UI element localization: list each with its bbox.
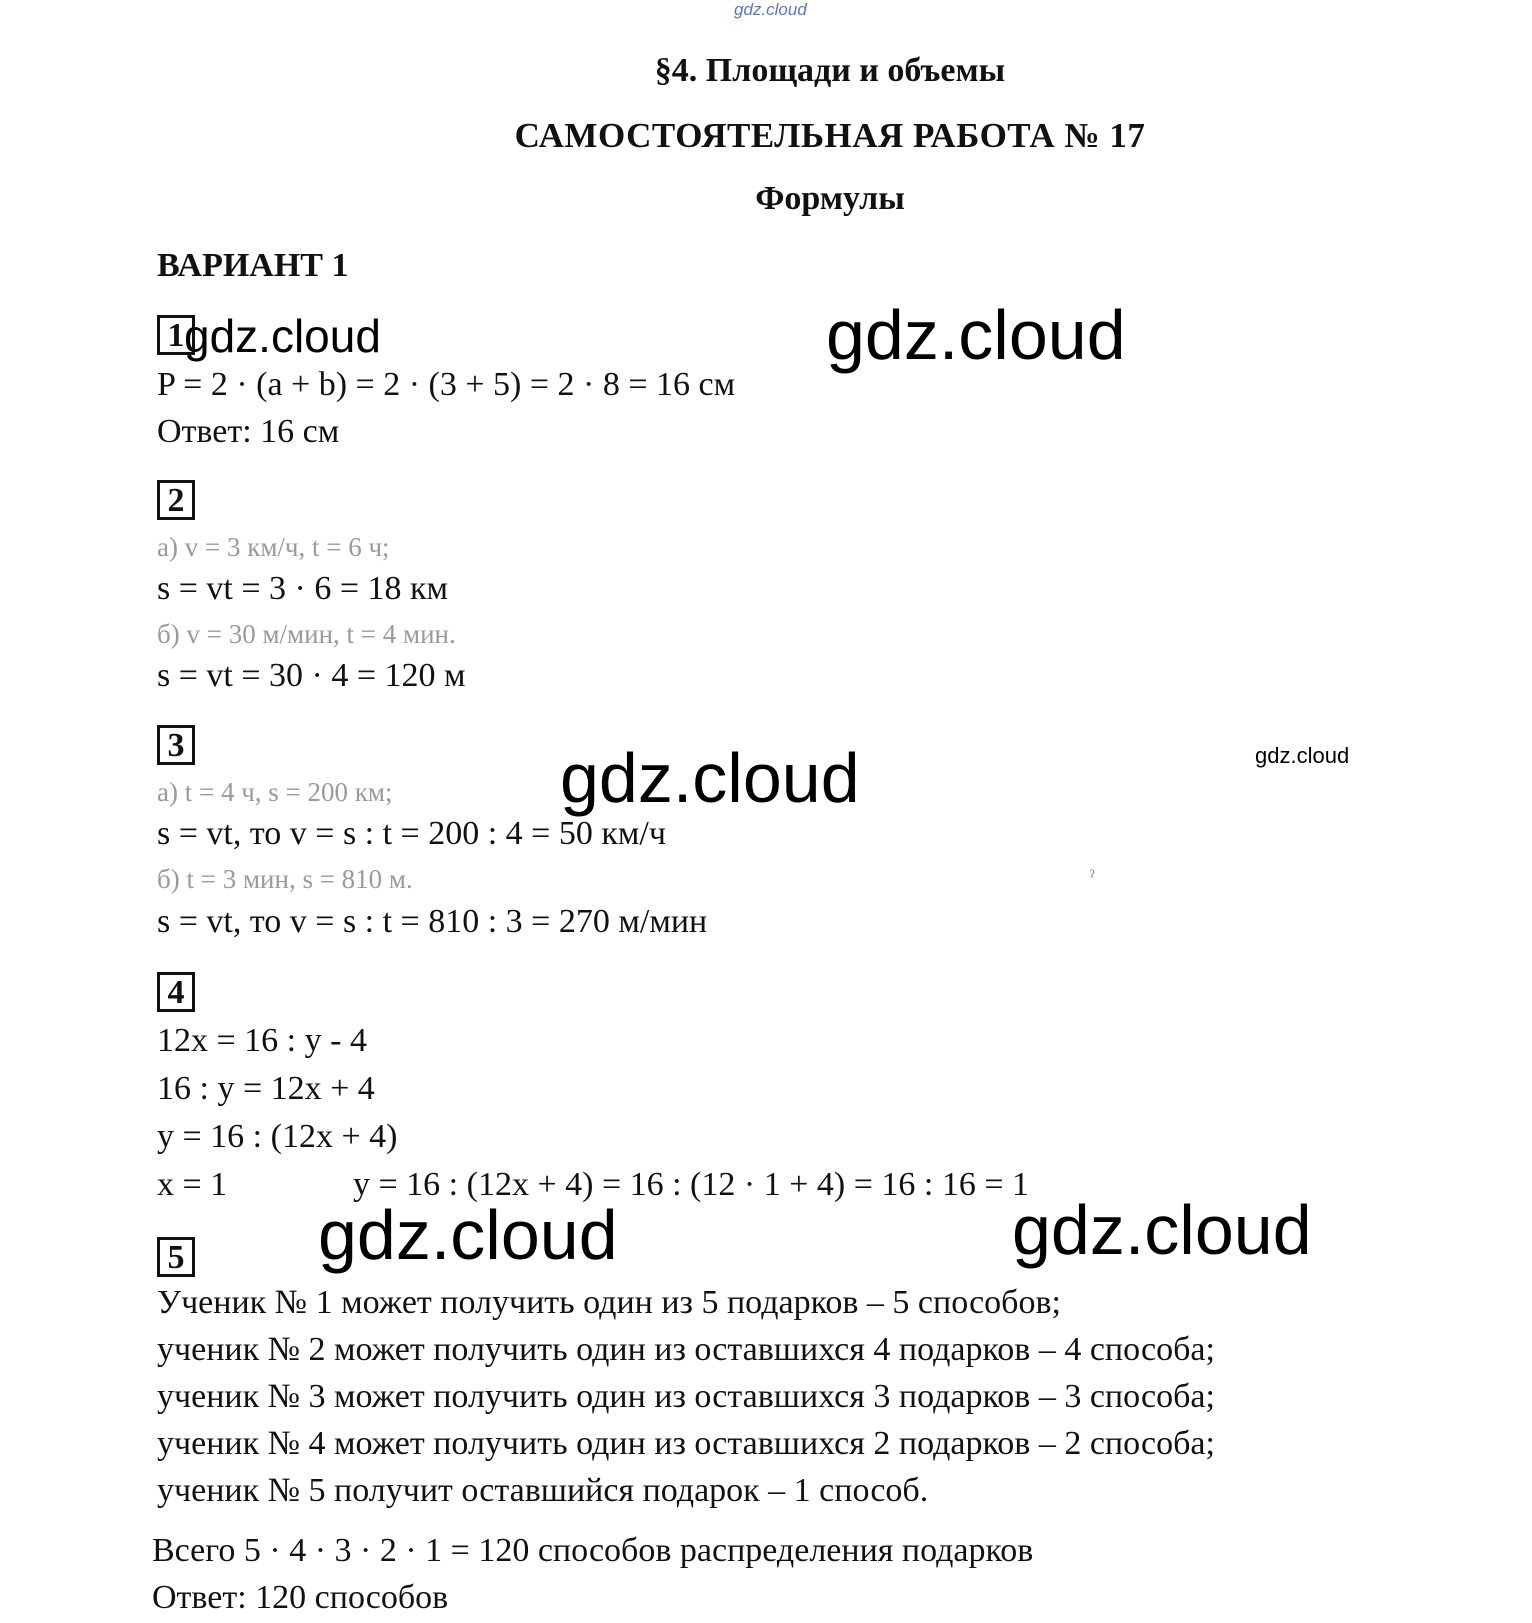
task-number-5: 5 (157, 1237, 195, 1277)
top-watermark: gdz.cloud (734, 0, 807, 19)
task2-solution-b: s = vt = 30 · 4 = 120 м (157, 657, 466, 694)
watermark: gdz.cloud (1255, 743, 1350, 768)
task4-line4-left: x = 1 (157, 1166, 228, 1203)
task4-line2: 16 : y = 12x + 4 (157, 1070, 375, 1107)
task5-line: ученик № 2 может получить один из оставшихся 4 подарков – 4 способа; (157, 1331, 1215, 1368)
watermark: gdz.cloud (560, 739, 860, 817)
task3-solution-b: s = vt, то v = s : t = 810 : 3 = 270 м/мин (157, 903, 708, 940)
topic-title: Формулы (755, 180, 905, 217)
task3-given-b: б) t = 3 мин, s = 810 м. (157, 864, 413, 894)
task4-line1: 12x = 16 : y - 4 (157, 1022, 367, 1059)
task4-line4-right: y = 16 : (12x + 4) = 16 : (12 · 1 + 4) = 16 : 16 = 1 (353, 1166, 1029, 1203)
task2-solution-a: s = vt = 3 · 6 = 18 км (157, 570, 449, 607)
task5-line: ученик № 5 получит оставшийся подарок – 1 способ. (157, 1472, 929, 1509)
variant-heading: ВАРИАНТ 1 (157, 247, 349, 284)
task4-line3: y = 16 : (12x + 4) (157, 1118, 398, 1155)
task1-solution: P = 2 · (a + b) = 2 · (3 + 5) = 2 · 8 = 16 см (157, 366, 736, 403)
task3-solution-a: s = vt, то v = s : t = 200 : 4 = 50 км/ч (157, 815, 666, 852)
task5-total: Всего 5 · 4 · 3 · 2 · 1 = 120 способов распределения подарков (152, 1532, 1034, 1569)
task2-given-b: б) v = 30 м/мин, t = 4 мин. (157, 619, 456, 649)
task2-given-a: а) v = 3 км/ч, t = 6 ч; (157, 532, 390, 562)
task5-answer: Ответ: 120 способов (152, 1579, 449, 1616)
task3-given-a: а) t = 4 ч, s = 200 км; (157, 777, 393, 807)
section-title: §4. Площади и объемы (654, 52, 1006, 89)
task-number-4: 4 (157, 972, 195, 1012)
task5-line: ученик № 3 может получить один из оставшихся 3 подарков – 3 способа; (157, 1378, 1215, 1415)
watermark: gdz.cloud (318, 1196, 618, 1274)
task5-line: Ученик № 1 может получить один из 5 подарков – 5 способов; (157, 1284, 1061, 1321)
work-title: САМОСТОЯТЕЛЬНАЯ РАБОТА № 17 (514, 116, 1146, 155)
task-number-2: 2 (157, 480, 195, 520)
task5-line: ученик № 4 может получить один из оставшихся 2 подарков – 2 способа; (157, 1425, 1215, 1462)
watermark: gdz.cloud (826, 296, 1126, 374)
watermark: gdz.cloud (184, 310, 381, 362)
stray-mark: ˀ (1090, 866, 1095, 886)
watermark: gdz.cloud (1012, 1191, 1312, 1269)
task-number-1: 1 (157, 315, 195, 355)
task-number-3: 3 (157, 725, 195, 765)
task1-answer: Ответ: 16 см (157, 413, 340, 450)
